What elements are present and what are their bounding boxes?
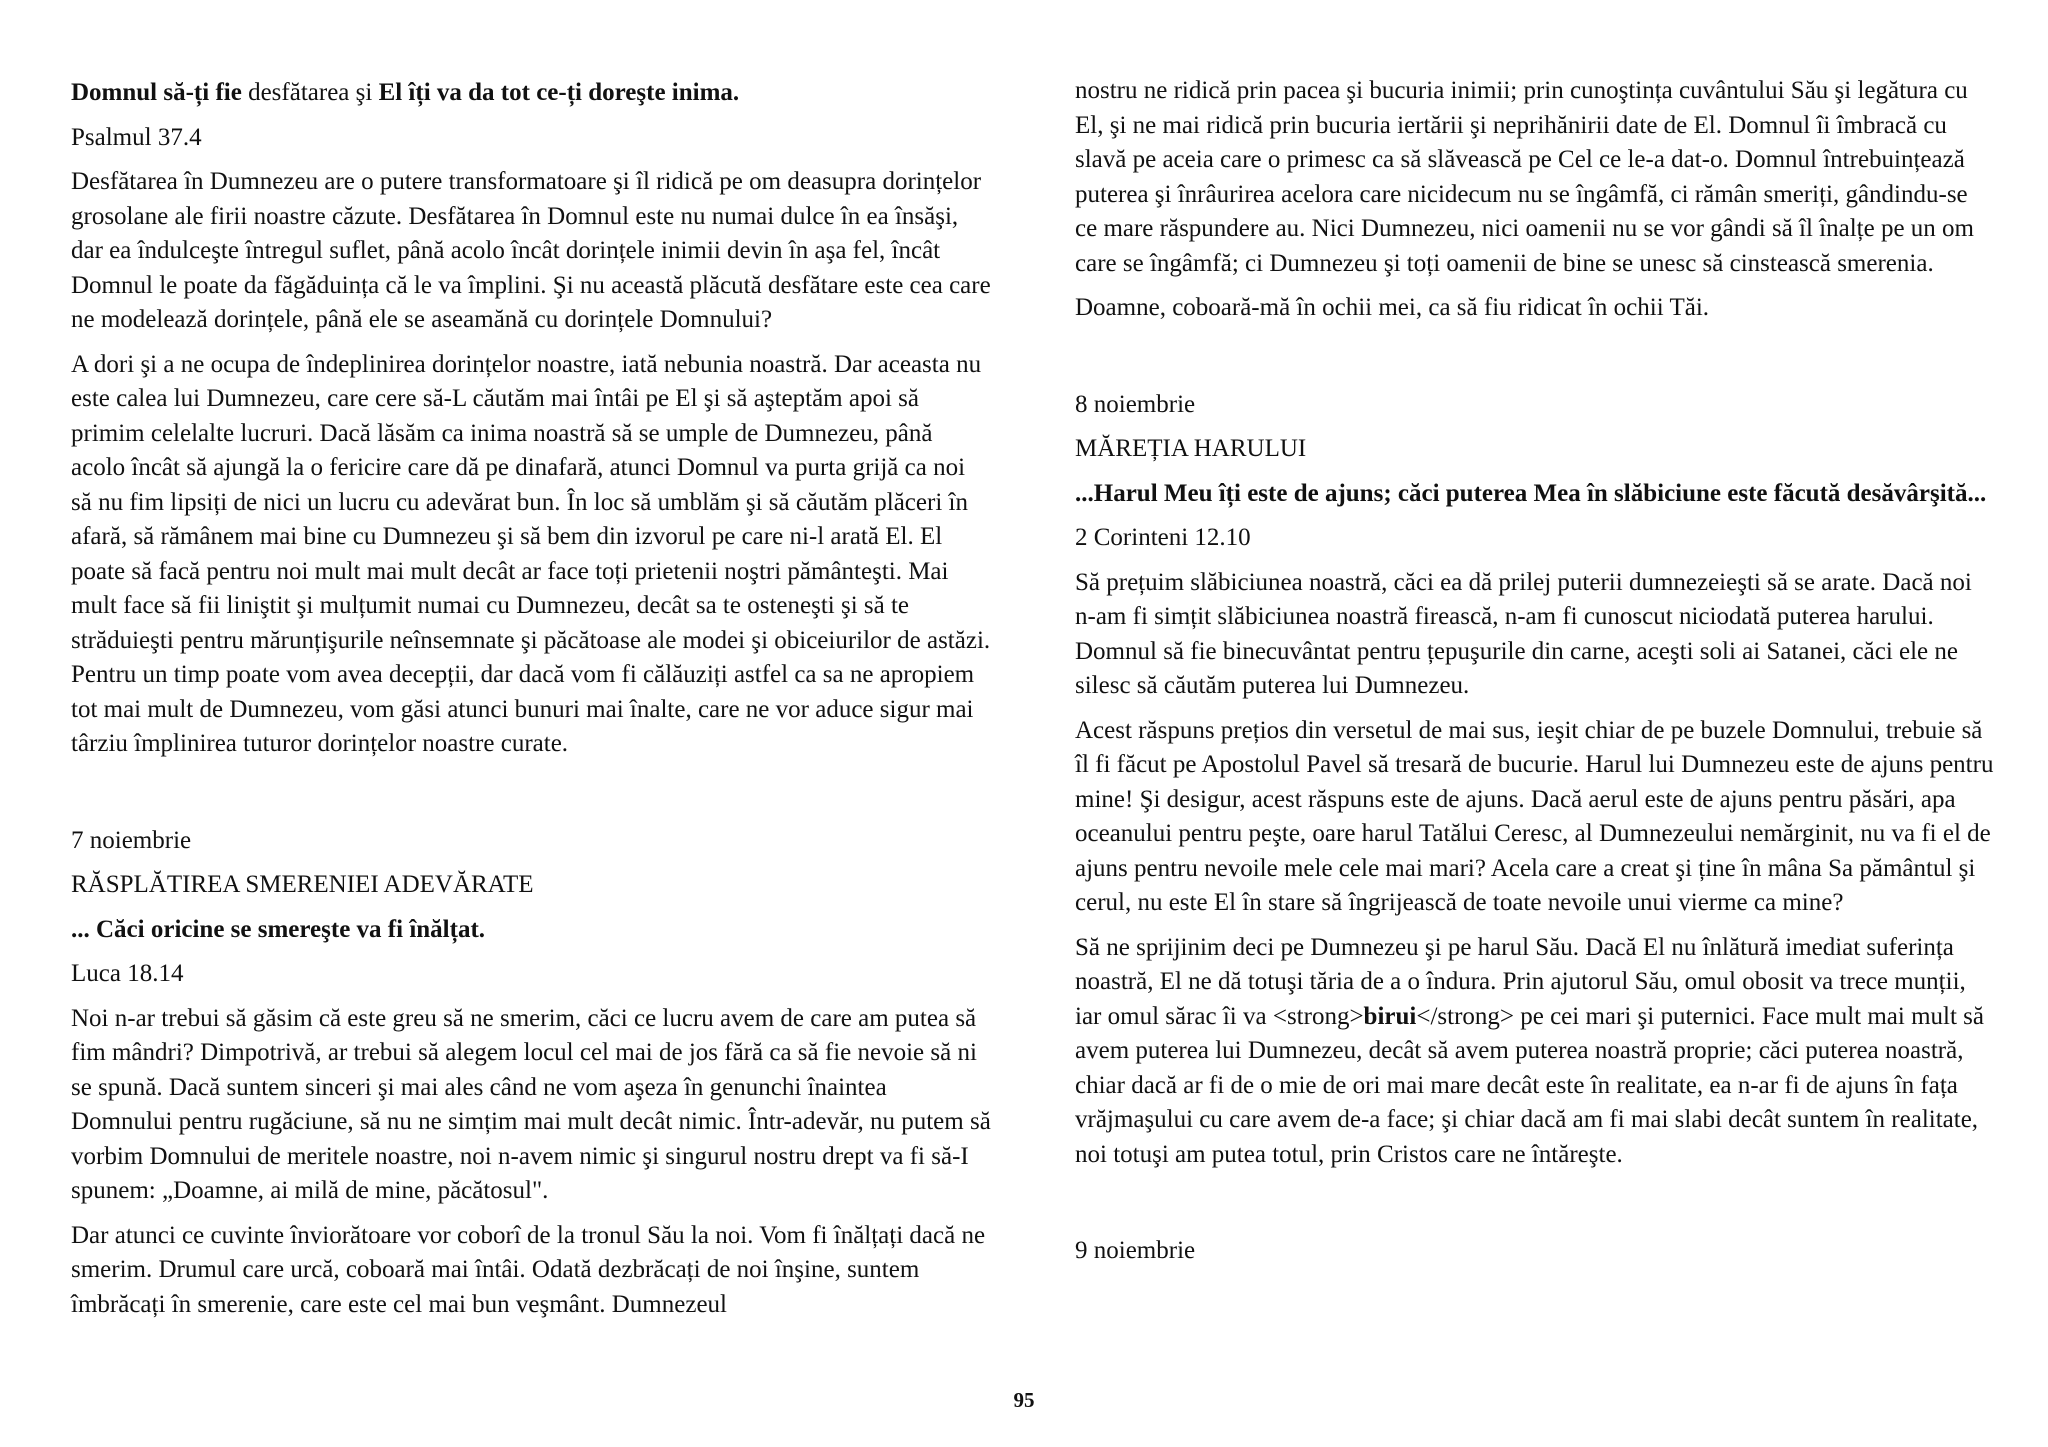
paragraph-part: </strong> pe cei mari şi puternici. Face mult mai mult să avem puterea lui Dumnezeu, decât să avem puterea noastră proprie; căci puterea noastră, chiar dacă ar fi de o mie de ori mai mare decât este în realitate, ea n-ar fi de ajuns în fața vrăjmaşului cu care avem de-a face; şi chiar dacă am fi mai slabi decât suntem în realitate, noi totuşi am putea totul, prin Cristos care ne întăreşte. [1075, 1002, 1984, 1168]
intro-verse-bold-1: Domnul să-ți fie [71, 79, 242, 106]
intro-verse-text: desfătarea şi [241, 79, 379, 106]
entry-verse-reference: Luca 18.14 [71, 960, 184, 987]
paragraph: A dori şi a ne ocupa de îndeplinirea dorințelor noastre, iată nebunia noastră. Dar aceasta nu este calea lui Dumnezeu, care cere să-L căutăm mai întâi pe El şi să aşteptăm apoi să primim celelalte lucruri. Dacă lăsăm ca inima noastră să se umple de Dumnezeu, până acolo încât să ajungă la o fericire care dă pe dinafară, atunci Domnul va purta grijă ca noi să nu fim lipsiți de nici un lucru cu adevărat bun. În loc să umblăm şi să căutăm plăceri în afară, să rămânem mai bine cu Dumnezeu şi să bem din izvorul pe care ni-l arată El. El poate să facă pentru noi mult mai mult decât ar face toți prietenii noştri pământeşti. Mai mult face să fii liniştit şi mulțumit numai cu Dumnezeu, decât sa te osteneşti şi să te străduieşti pentru mărunțişurile neînsemnate şi păcătoase ale modei şi obiceiurilor de astăzi. Pentru un timp poate vom avea decepții, dar dacă vom fi călăuziți astfel ca sa ne apropiem tot mai mult de Dumnezeu, vom găsi atunci bunuri mai înalte, care ne vor aduce sigur mai târziu împlinirea tuturor dorințelor noastre curate. [71, 350, 991, 757]
right-column [1075, 74, 1995, 1279]
paragraph: Noi n-ar trebui să găsim că este greu să ne smerim, căci ce lucru avem de care am putea să fim mândri? Dimpotrivă, ar trebui să alegem locul cel mai de jos fără ca să fie nevoie să ni se spună. Dacă suntem sinceri şi mai ales când ne vom aşeza în genunchi înaintea Domnului pentru rugăciune, să nu ne simțim mai mult decât nimic. Într-adevăr, nu putem să vorbim Domnului de meritele noastre, noi n-avem nimic şi singurul nostru drept va fi să-I spunem: „Doamne, ai milă de mine, păcătosul". [71, 1004, 991, 1204]
paragraph: nostru ne ridică prin pacea şi bucuria inimii; prin cunoştința cuvântului Său şi legătura cu El, şi ne mai ridică prin bucuria iertării şi neprihănirii date de El. Domnul îi îmbracă cu slavă pe aceia care o primesc ca să slăvească pe Cel ce le-a dat-o. Domnul întrebuințează puterea şi înrâurirea acelora care nicidecum nu se îngâmfă, ci rămân smeriți, gândindu-se ce mare răspundere au. Nici Dumnezeu, nici oamenii nu se vor gândi să îl înalțe pe un om care se îngâmfă; ci Dumnezeu şi toți oamenii de bine se unesc să cinstească smerenia. [1075, 77, 1974, 277]
entry-date: 9 noiembrie [1075, 1237, 1196, 1264]
section-gap [1075, 336, 1995, 388]
intro-verse [71, 76, 991, 111]
entry-date: 8 noiembrie [1075, 390, 1196, 418]
paragraph: Dar atunci ce cuvinte înviorătoare vor coborî de la tronul Său la noi. Vom fi înălțați dacă ne smerim. Drumul care urcă, coboară mai întâi. Odată dezbrăcați de noi înşine, suntem îmbrăcați în smerenie, care este cel mai bun veşmânt. Dumnezeul [71, 1221, 986, 1318]
paragraph [1075, 931, 1995, 1173]
intro-verse-reference: Psalmul 37.4 [71, 123, 202, 151]
intro-verse-bold-2: El îți va da tot ce-ți doreşte inima. [378, 79, 740, 106]
entry-verse-reference: 2 Corinteni 12.10 [1075, 524, 1251, 551]
entry-date: 7 noiembrie [71, 826, 192, 854]
entry-verse: ...Harul Meu îți este de ajuns; căci puterea Mea în slăbiciune este făcută desăvârşită... [1075, 479, 1987, 507]
entry-title: RĂSPLĂTIREA SMERENIEI ADEVĂRATE [71, 871, 534, 898]
left-column [71, 76, 991, 1332]
prayer-line: Doamne, coboară-mă în ochii mei, ca să fiu ridicat în ochii Tăi. [1075, 294, 1710, 321]
paragraph-part: Să ne sprijinim deci pe Dumnezeu şi pe harul Său. Dacă El nu înlătură imediat suferința noastră, El ne dă totuşi tăria de a o îndura. Prin ajutorul Său, omul obosit va trece munții, iar omul sărac îi va <strong> [1075, 933, 1966, 1030]
section-gap [1075, 1182, 1995, 1234]
entry-verse: ... Căci oricine se smereşte va fi înălțat. [71, 915, 486, 943]
section-gap [71, 772, 991, 824]
paragraph: Desfătarea în Dumnezeu are o putere transformatoare şi îl ridică pe om deasupra dorințelor grosolane ale firii noastre căzute. Desfătarea în Domnul este nu numai dulce în ea însăşi, dar ea îndulceşte întregul suflet, până acolo încât dorințele inimii devin în aşa fel, încât Domnul le poate da făgăduința că le va împlini. Şi nu această plăcută desfătare este cea care ne modelează dorințele, până ele se aseamănă cu dorințele Domnului? [71, 168, 991, 333]
paragraph: Acest răspuns prețios din versetul de mai sus, ieşit chiar de pe buzele Domnului, trebuie să îl fi făcut pe Apostolul Pavel să tresară de bucurie. Harul lui Dumnezeu este de ajuns pentru mine! Şi desigur, acest răspuns este de ajuns. Dacă aerul este de ajuns pentru păsări, apa oceanului pentru peşte, oare harul Tatălui Ceresc, al Dumnezeului nemărginit, nu va fi el de ajuns pentru nevoile mele cele mai mari? Acela care a creat şi ține în mâna Sa pământul şi cerul, nu este El în stare să îngrijească de toate nevoile unui vierme ca mine? [1075, 716, 1994, 916]
page-number: 95 [1013, 1388, 1035, 1412]
entry-title: MĂREȚIA HARULUI [1075, 435, 1307, 462]
bold-word: birui [1363, 1002, 1417, 1030]
paragraph: Să prețuim slăbiciunea noastră, căci ea dă prilej puterii dumnezeieşti să se arate. Dacă noi n-am fi simțit slăbiciunea noastră firească, n-am fi cunoscut niciodată puterea harului. Domnul să fie binecuvântat pentru țepuşurile din carne, aceşti soli ai Satanei, căci ele ne silesc să căutăm puterea lui Dumnezeu. [1075, 568, 1972, 699]
